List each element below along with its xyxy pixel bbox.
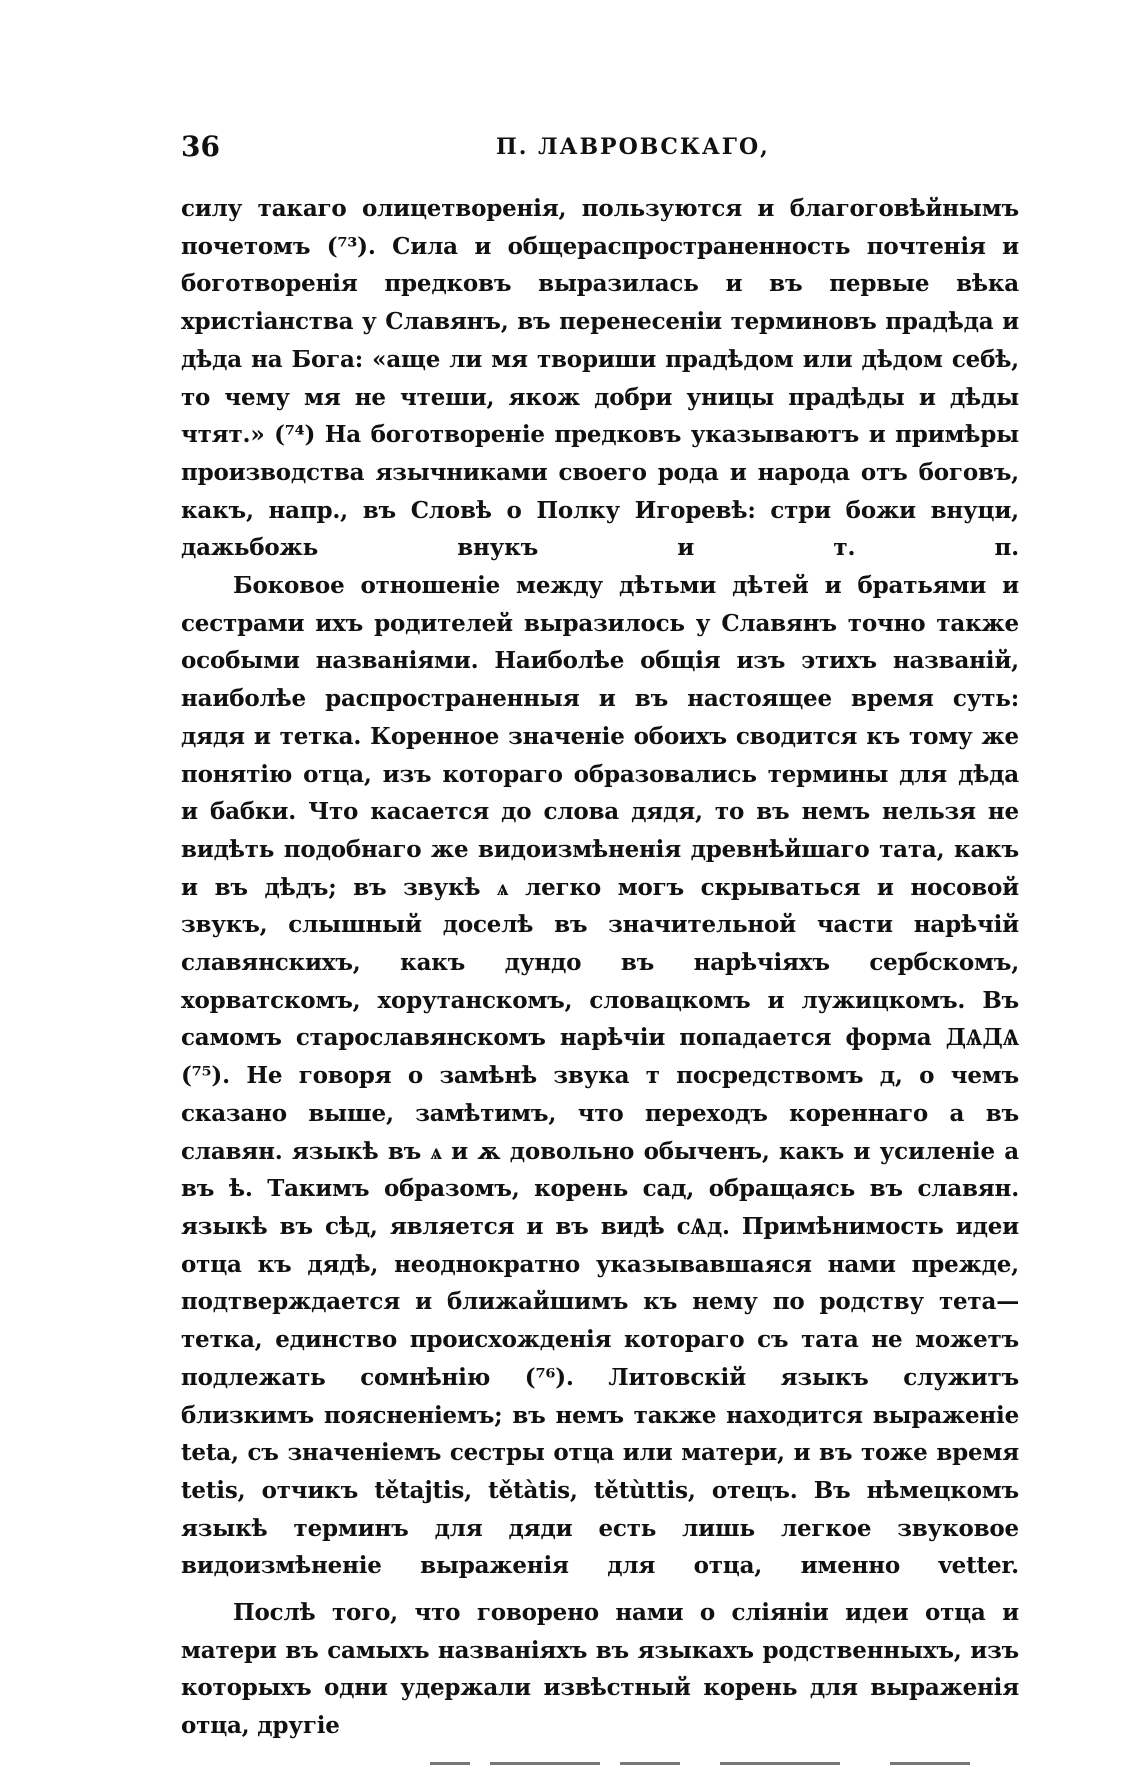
paragraph-3: Послѣ того, что говорено нами о сліяніи идеи отца и матери въ самыхъ названіяхъ въ языкахъ родственныхъ, изъ которыхъ одни удержали извѣстный корень для выраженія отца, другіе: [181, 1599, 1019, 1740]
body-text: [181, 190, 1019, 1745]
bottom-edge-specks: [420, 1762, 1020, 1768]
page-header: [181, 127, 1014, 167]
paragraph-2: Боковое отношеніе между дѣтьми дѣтей и братьями и сестрами ихъ родителей выразилось у Славянъ точно также особыми названіями. Наиболѣе общія изъ этихъ названій, наиболѣе распространенныя и въ настоящее время суть: дядя и тетка. Коренное значеніе обоихъ сводится къ тому же понятію отца, изъ котораго образовались термины для дѣда и бабки. Что касается до слова дядя, то въ немъ нельзя не видѣть подобнаго же видоизмѣненія древнѣйшаго тата, какъ и въ дѣдъ; въ звукѣ ѧ легко могъ скрываться и носовой звукъ, слышный доселѣ въ значительной части нарѣчій славянскихъ, какъ дундо въ нарѣчіяхъ сербскомъ, хорватскомъ, хорутанскомъ, словацкомъ и лужицкомъ. Въ самомъ старославянскомъ нарѣчіи попадается форма ДѦДѦ (⁷⁵). Не говоря о замѣнѣ звука т посредствомъ д, о чемъ сказано выше, замѣтимъ, что переходъ кореннаго а въ славян. языкѣ въ ѧ и ѫ довольно обыченъ, какъ и усиленіе а въ ѣ. Такимъ образомъ, корень сад, обращаясь въ славян. языкѣ въ сѣд, является и въ видѣ сѦд. Примѣнимость идеи отца къ дядѣ, неоднократно указывавшаяся нами прежде, подтверждается и ближайшимъ къ нему по родству тета—тетка, единство происхожденія котораго съ тата не можетъ подлежать сомнѣнію (⁷⁶). Литовскій языкъ служитъ близкимъ поясненіемъ; въ немъ также находится выраженіе teta, съ значеніемъ сестры отца или матери, и въ тоже время tetis, отчикъ tětajtis, tětàtis, tětùttis, отецъ. Въ нѣмецкомъ языкѣ терминъ для дяди есть лишь легкое звуковое видоизмѣненіе выраженія для отца, именно vetter.: [181, 572, 1019, 1580]
page-number: 36: [181, 130, 220, 163]
running-head: П. ЛАВРОВСКАГО,: [496, 134, 770, 160]
paragraph-1: силу такаго олицетворенія, пользуются и благоговѣйнымъ почетомъ (⁷³). Сила и общераспространенность почтенія и боготворенія предковъ выразилась и въ первые вѣка христіанства у Славянъ, въ перенесеніи терминовъ прадѣда и дѣда на Бога: «аще ли мя твориши прадѣдом или дѣдом себѣ, то чему мя не чтеши, якож добри уницы прадѣды и дѣды чтят.» (⁷⁴) На боготвореніе предковъ указываютъ и примѣры производства язычниками своего рода и народа отъ боговъ, какъ, напр., въ Словѣ о Полку Игоревѣ: стри божи внуци, дажьбожь внукъ и т. п.: [181, 195, 1019, 562]
